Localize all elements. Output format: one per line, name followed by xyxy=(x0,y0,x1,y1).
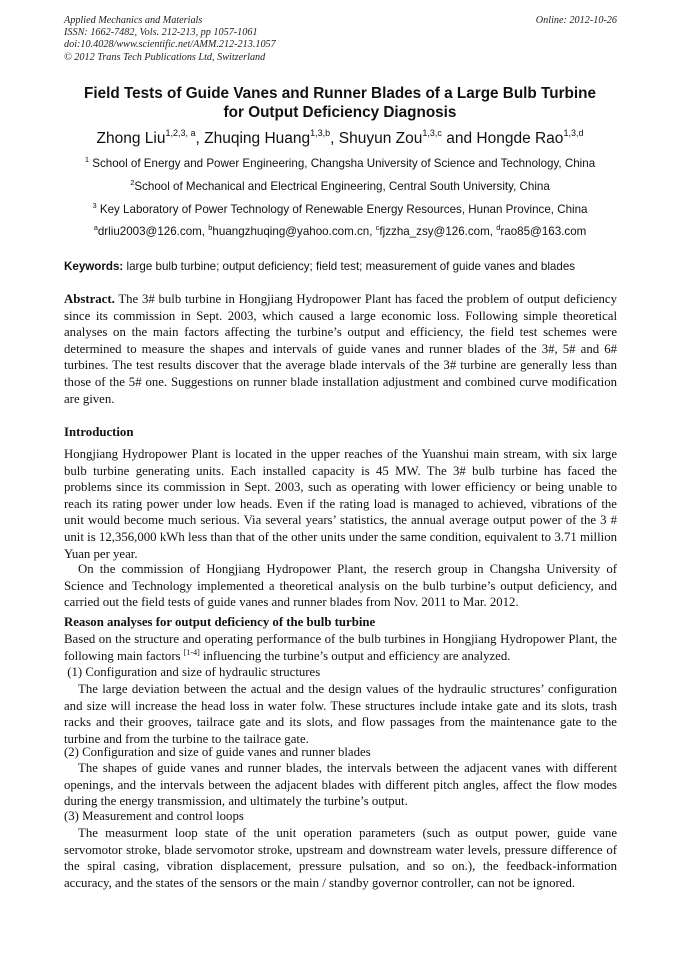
abstract xyxy=(64,291,617,407)
item-1-text: The large deviation between the actual and the design values of the hydraulic structures’ configuration and size will increase the head loss in water folw. These structures include intake gate and its slots, trash racks and their grooves, tailrace gate and its slots, and flow passages from the maintenance gate to the turbine and from the turbine to the tailrace gate. xyxy=(64,682,617,746)
reason-text-a: Based on the structure and operating performance of the bulb turbines in Hongjiang Hydropower Plant, the following main factors xyxy=(64,632,617,663)
journal-header xyxy=(64,15,617,64)
issn-line: ISSN: 1662-7482, Vols. 212-213, pp 1057-1061 xyxy=(64,27,258,39)
email-address: drliu2003@126.com, xyxy=(97,225,209,238)
journal-name: Applied Mechanics and Materials xyxy=(64,15,203,26)
doi-line: doi:10.4028/www.scientific.net/AMM.212-213.1057 xyxy=(64,39,276,51)
copyright-line: © 2012 Trans Tech Publications Ltd, Switzerland xyxy=(64,51,266,63)
affiliation-marker: 3 xyxy=(92,201,97,210)
email-address: rao85@163.com xyxy=(500,225,587,238)
abstract-label: Abstract. xyxy=(64,292,115,306)
keywords xyxy=(64,259,617,274)
author-name: Shuyun Zou xyxy=(338,130,423,147)
online-date: Online: 2012-10-26 xyxy=(535,15,617,26)
citation-ref: [1-4] xyxy=(183,647,200,657)
section-heading-introduction: Introduction xyxy=(64,425,134,439)
intro-paragraph-2: On the commission of Hongjiang Hydropower Plant, the reserch group in Changsha University of Science and Technology implemented a theoretical analysis on the bulb turbine’s output deficiency, and carried out the field tests of guide vanes and runner blades from Nov. 2011 to Mar. 2012. xyxy=(64,562,617,610)
affiliation-1 xyxy=(40,156,640,171)
item-3-text: The measurment loop state of the unit operation parameters (such as output power, guide vane servomotor stroke, blade servomotor stroke, upstream and downstream water levels, pressure difference of the spiral casing, vibration displacement, pressure pulsation, and so on.), the feedback-information accuracy, and the states of the sensors or the main / standby governor controller, can not be ignored. xyxy=(64,826,617,890)
affiliation-text: School of Energy and Power Engineering, Changsha University of Science and Technology, China xyxy=(89,157,596,170)
email-address: fjzzha_zsy@126.com, xyxy=(379,225,497,238)
keywords-text: large bulb turbine; output deficiency; field test; measurement of guide vanes and blades xyxy=(123,260,576,273)
affiliation-text: School of Mechanical and Electrical Engineering, Central South University, China xyxy=(134,180,550,193)
email-marker: a xyxy=(93,223,98,232)
email-marker: b xyxy=(208,223,213,232)
author-name: Hongde Rao xyxy=(476,130,564,147)
author-affil-marker: 1,3,b xyxy=(310,128,331,138)
section-heading-reason-analyses: Reason analyses for output deficiency of the bulb turbine xyxy=(64,615,376,629)
email-marker: d xyxy=(496,223,501,232)
author-affil-marker: 1,2,3, a xyxy=(165,128,196,138)
item-2-text: The shapes of guide vanes and runner blades, the intervals between the adjacent vanes with different openings, and the intervals between the adjacent blades with different pitch angles, affect the flow modes during the energy transmission, and ultimately the turbine’s output. xyxy=(64,761,617,809)
item-2-title: (2) Configuration and size of guide vanes and runner blades xyxy=(64,745,371,759)
email-address: huangzhuqing@yahoo.com.cn, xyxy=(212,225,376,238)
email-marker: c xyxy=(375,223,380,232)
author-separator: and xyxy=(441,130,477,147)
paper-title xyxy=(40,84,640,122)
author-separator: , xyxy=(330,130,339,147)
affiliation-text: Key Laboratory of Power Technology of Renewable Energy Resources, Hunan Province, China xyxy=(96,203,588,216)
affiliation-3 xyxy=(40,202,640,217)
author-separator: , xyxy=(195,130,205,147)
intro-paragraph-1: Hongjiang Hydropower Plant is located in the upper reaches of the Yuanshui main stream, with six large bulb turbine generating units. Each installed capacity is 45 MW. The 3# bulb turbine has faced the problems since its commission in Sept. 2003, such as operating with lower efficiency or being unable to reach its rating power under low heads. Even if the rating load is managed to achieved, vibrations of the unit would become much serious. Via several years’ statistics, the annual average output power of the 3 # unit is 12,356,000 kWh less than that of the other units under the same condition, equivalent to 3.71 million Yuan per year. xyxy=(64,447,617,561)
title-line-1: Field Tests of Guide Vanes and Runner Blades of a Large Bulb Turbine xyxy=(84,85,596,102)
abstract-text: The 3# bulb turbine in Hongjiang Hydropower Plant has faced the problem of output deficiency since its commission in Sept. 2003, which caused a large economic loss. Following simple theoretical analyses on the main factors affecting the turbine’s output and efficiency, the field test schemes were determined to measure the shapes and intervals of guide vanes and runner blades of the 3#, 5# and 6# turbines. The test results discover that the average blade intervals of the 3# turbine are generally less than those of the 5# one. Suggestions on runner blade installation adjustment and combined curve modification are given. xyxy=(64,292,617,406)
author-affil-marker: 1,3,d xyxy=(563,128,584,138)
item-1-title: (1) Configuration and size of hydraulic structures xyxy=(64,665,321,679)
author-list xyxy=(40,129,640,149)
reason-paragraph xyxy=(64,631,617,664)
author-name: Zhong Liu xyxy=(96,130,166,147)
author-affil-marker: 1,3,c xyxy=(422,128,442,138)
affiliation-marker: 2 xyxy=(130,178,135,187)
affiliation-2 xyxy=(40,179,640,194)
email-list xyxy=(40,224,640,239)
item-3-title: (3) Measurement and control loops xyxy=(64,809,244,823)
reason-text-b: influencing the turbine’s output and efficiency are analyzed. xyxy=(199,648,511,663)
affiliation-marker: 1 xyxy=(84,155,90,164)
keywords-label: Keywords: xyxy=(64,260,124,273)
title-line-2: for Output Deficiency Diagnosis xyxy=(223,104,457,121)
author-name: Zhuqing Huang xyxy=(204,130,311,147)
